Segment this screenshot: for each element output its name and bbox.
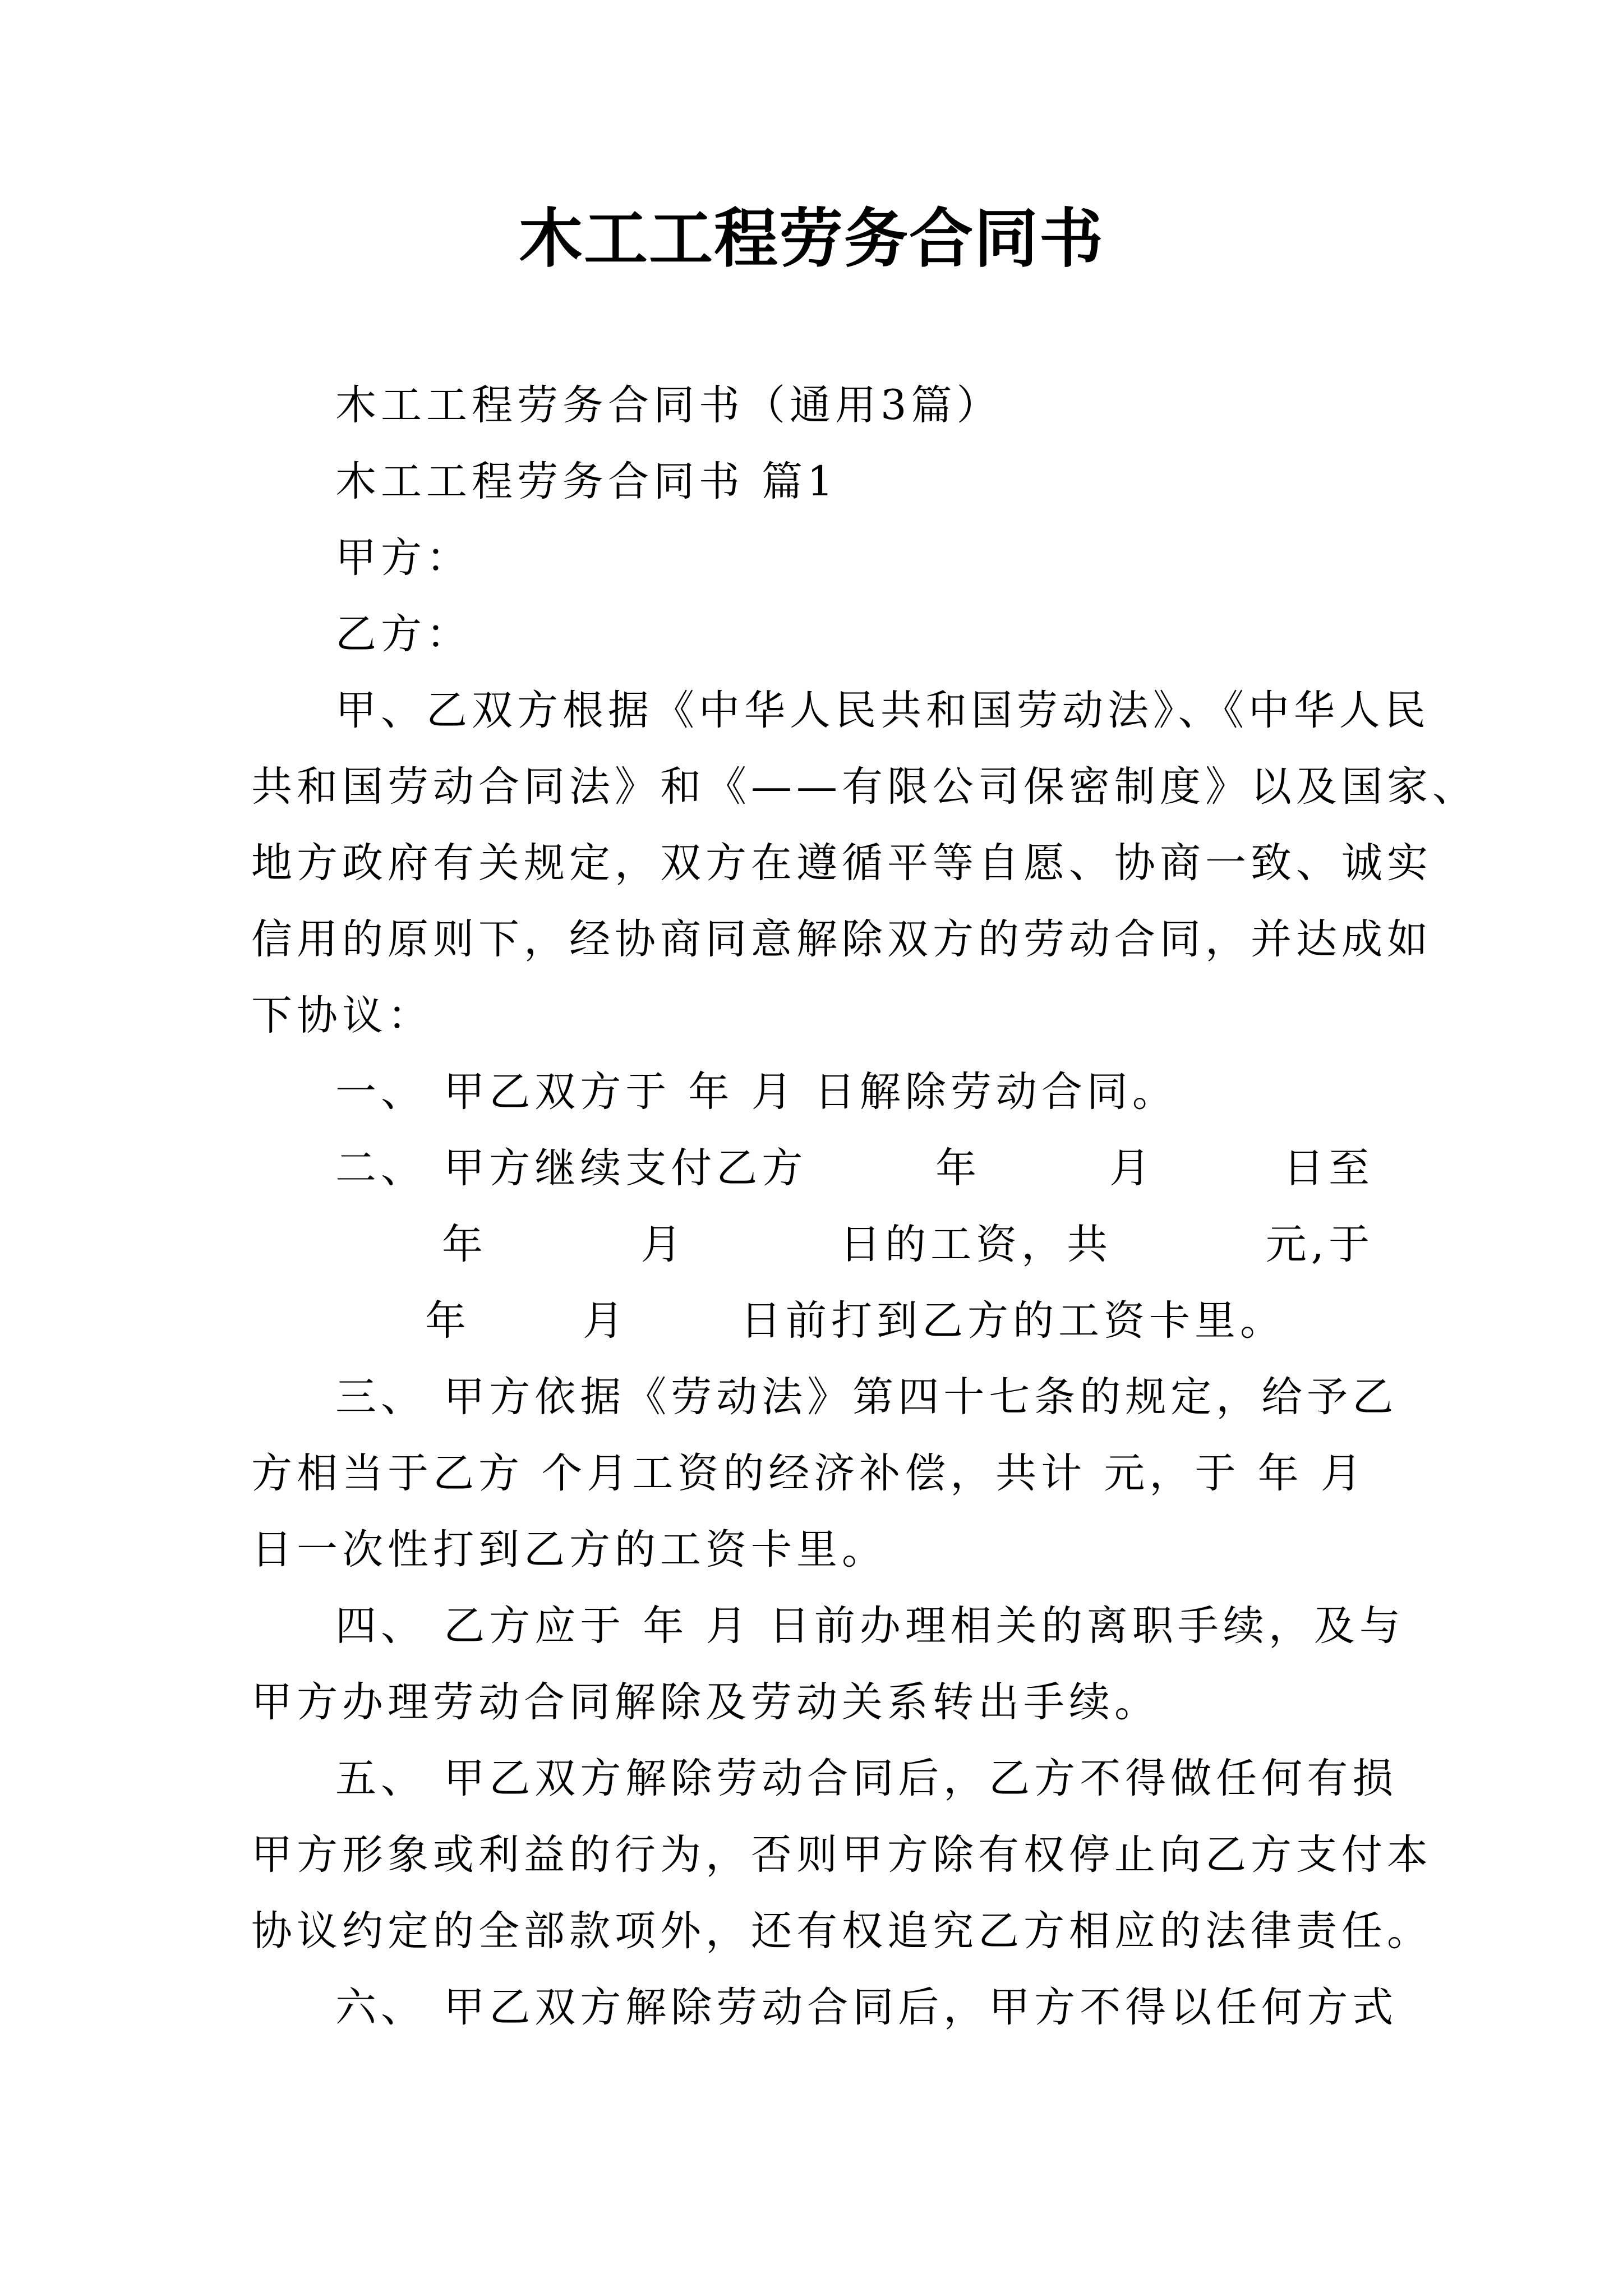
intro-line: 下协议：: [251, 992, 433, 1039]
day-blank-label: 日的工资，共: [840, 1221, 1113, 1268]
day-blank-label: 日至: [1283, 1144, 1374, 1192]
party-a-label: 甲方：: [335, 534, 472, 582]
clause-3-line: 日一次性打到乙方的工资卡里。: [251, 1526, 887, 1573]
clause-2-text: 二、 甲方继续支付乙方: [335, 1144, 808, 1192]
month-blank-label: 月: [1109, 1144, 1155, 1192]
clause-4-line: 甲方办理劳动合同解除及劳动关系转出手续。: [251, 1678, 1160, 1726]
section-heading: 木工工程劳务合同书 篇1: [335, 458, 838, 505]
month-blank-label: 月: [640, 1221, 686, 1268]
clause-3-line: 三、 甲方依据《劳动法》第四十七条的规定，给予乙: [335, 1373, 1398, 1421]
party-b-label: 乙方：: [335, 610, 472, 658]
amount-blank-label: 元,于: [1265, 1221, 1374, 1268]
clause-2-line-2: [251, 1207, 1374, 1283]
clause-4-line: 四、 乙方应于 年 月 日前办理相关的离职手续，及与: [335, 1602, 1405, 1650]
year-blank-label: 年: [442, 1221, 487, 1268]
document-title: 木工工程劳务合同书: [518, 201, 1104, 276]
clause-1: 一、 甲乙双方于 年 月 日解除劳动合同。: [335, 1068, 1178, 1116]
intro-line: 信用的原则下，经协商同意解除双方的劳动合同，并达成如: [251, 915, 1432, 963]
year-blank-label: 年: [425, 1297, 471, 1345]
day-blank-label: 日前打到乙方的工资卡里。: [740, 1297, 1285, 1345]
document-body: [251, 367, 1478, 2046]
year-blank-label: 年: [935, 1144, 981, 1192]
clause-2-line-1: [251, 1130, 1374, 1207]
intro-line: 甲、乙双方根据《中华人民共和国劳动法》、《中华人民: [335, 687, 1430, 734]
clause-5-line: 协议约定的全部款项外，还有权追究乙方相应的法律责任。: [251, 1907, 1432, 1955]
intro-line: 地方政府有关规定，双方在遵循平等自愿、协商一致、诚实: [251, 839, 1432, 887]
clause-6-line: 六、 甲乙双方解除劳动合同后，甲方不得以任何方式: [335, 1984, 1398, 2031]
document-subtitle: 木工工程劳务合同书（通用3篇）: [335, 381, 1002, 429]
clause-5-line: 五、 甲乙双方解除劳动合同后，乙方不得做任何有损: [335, 1755, 1398, 1802]
clause-5-line: 甲方形象或利益的行为，否则甲方除有权停止向乙方支付本: [251, 1831, 1432, 1879]
month-blank-label: 月: [583, 1297, 628, 1345]
clause-2-line-3: [251, 1283, 1374, 1359]
intro-line: 共和国劳动合同法》和《——有限公司保密制度》以及国家、: [251, 763, 1478, 811]
clause-3-line: 方相当于乙方 个月工资的经济补偿，共计 元，于 年 月: [251, 1450, 1366, 1497]
